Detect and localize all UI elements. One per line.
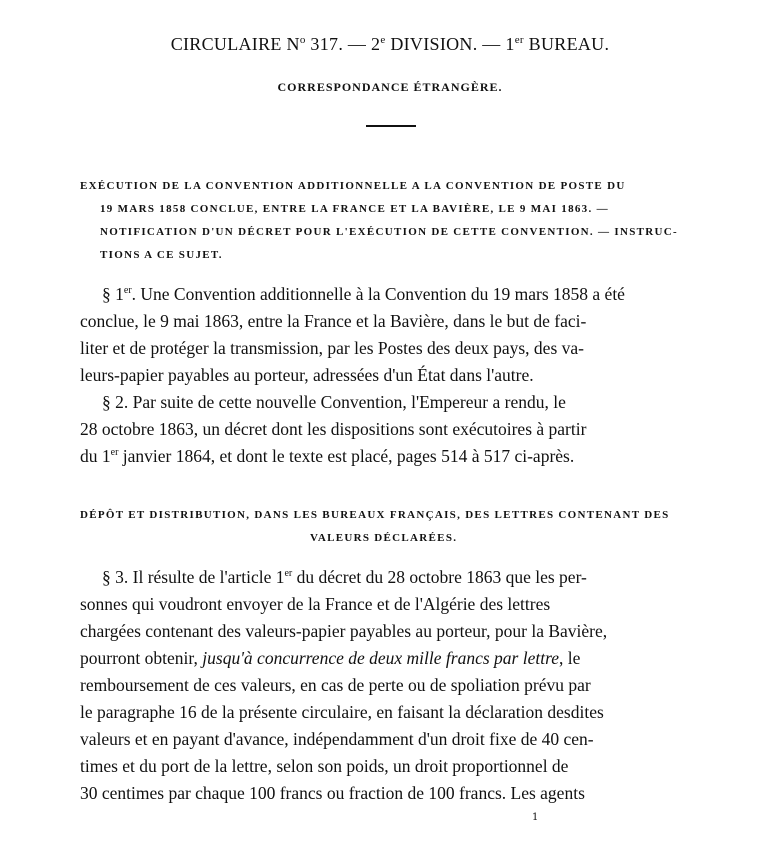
section1-title-line: 19 MARS 1858 CONCLUE, ENTRE LA FRANCE ET LA BAVIÈRE, LE 9 MAI 1863. — <box>100 203 609 215</box>
paragraph3-line: valeurs et en payant d'avance, indépendamment d'un droit fixe de 40 cen- <box>80 729 594 749</box>
divider-rule <box>366 125 416 127</box>
section1-title-line: NOTIFICATION D'UN DÉCRET POUR L'EXÉCUTION DE CETTE CONVENTION. — INSTRUC- <box>100 226 678 238</box>
paragraph3-line: 30 centimes par chaque 100 francs ou fraction de 100 francs. Les agents <box>80 783 585 803</box>
paragraph3-line: pourront obtenir, jusqu'à concurrence de deux mille francs par lettre, le <box>80 648 581 668</box>
paragraph1-line: leurs-papier payables au porteur, adressées d'un État dans l'autre. <box>80 365 534 385</box>
paragraph3-line: le paragraphe 16 de la présente circulaire, en faisant la déclaration desdites <box>80 702 604 722</box>
circular-heading: CIRCULAIRE $N^o$ 317. — 2e DIVISION. — 1er BUREAU. <box>170 34 610 54</box>
paragraph3-line: chargées contenant des valeurs-papier payables au porteur, pour la Bavière, <box>80 621 608 641</box>
section2-title-line: DÉPÔT ET DISTRIBUTION, DANS LES BUREAUX FRANÇAIS, DES LETTRES CONTENANT DES <box>80 509 670 521</box>
paragraph3-line: remboursement de ces valeurs, en cas de perte ou de spoliation prévu par <box>80 675 591 695</box>
paragraph1-line: conclue, le 9 mai 1863, entre la France et la Bavière, dans le but de faci- <box>80 311 587 331</box>
correspondence-subtitle: CORRESPONDANCE ÉTRANGÈRE. <box>277 80 503 94</box>
paragraph2-line: du 1er janvier 1864, et dont le texte est placé, pages 514 à 517 ci-après. <box>80 446 575 466</box>
page-mark: 1 <box>532 812 539 823</box>
paragraph1-line: § 1er. Une Convention additionnelle à la Convention du 19 mars 1858 a été <box>102 284 625 304</box>
paragraph3-line: times et du port de la lettre, selon son poids, un droit proportionnel de <box>80 756 569 776</box>
paragraph2-line: § 2. Par suite de cette nouvelle Convention, l'Empereur a rendu, le <box>102 392 566 412</box>
paragraph3-line: § 3. Il résulte de l'article 1er du décret du 28 octobre 1863 que les per- <box>102 567 587 587</box>
paragraph3-line: sonnes qui voudront envoyer de la France et de l'Algérie des lettres <box>80 594 551 614</box>
section1-title-line: EXÉCUTION DE LA CONVENTION ADDITIONNELLE A LA CONVENTION DE POSTE DU <box>80 180 626 192</box>
paragraph2-line: 28 octobre 1863, un décret dont les dispositions sont exécutoires à partir <box>80 419 587 439</box>
section1-title-line: TIONS A CE SUJET. <box>100 249 223 261</box>
section2-title-line: VALEURS DÉCLARÉES. <box>310 532 458 544</box>
paragraph1-line: liter et de protéger la transmission, par les Postes des deux pays, des va- <box>80 338 584 358</box>
